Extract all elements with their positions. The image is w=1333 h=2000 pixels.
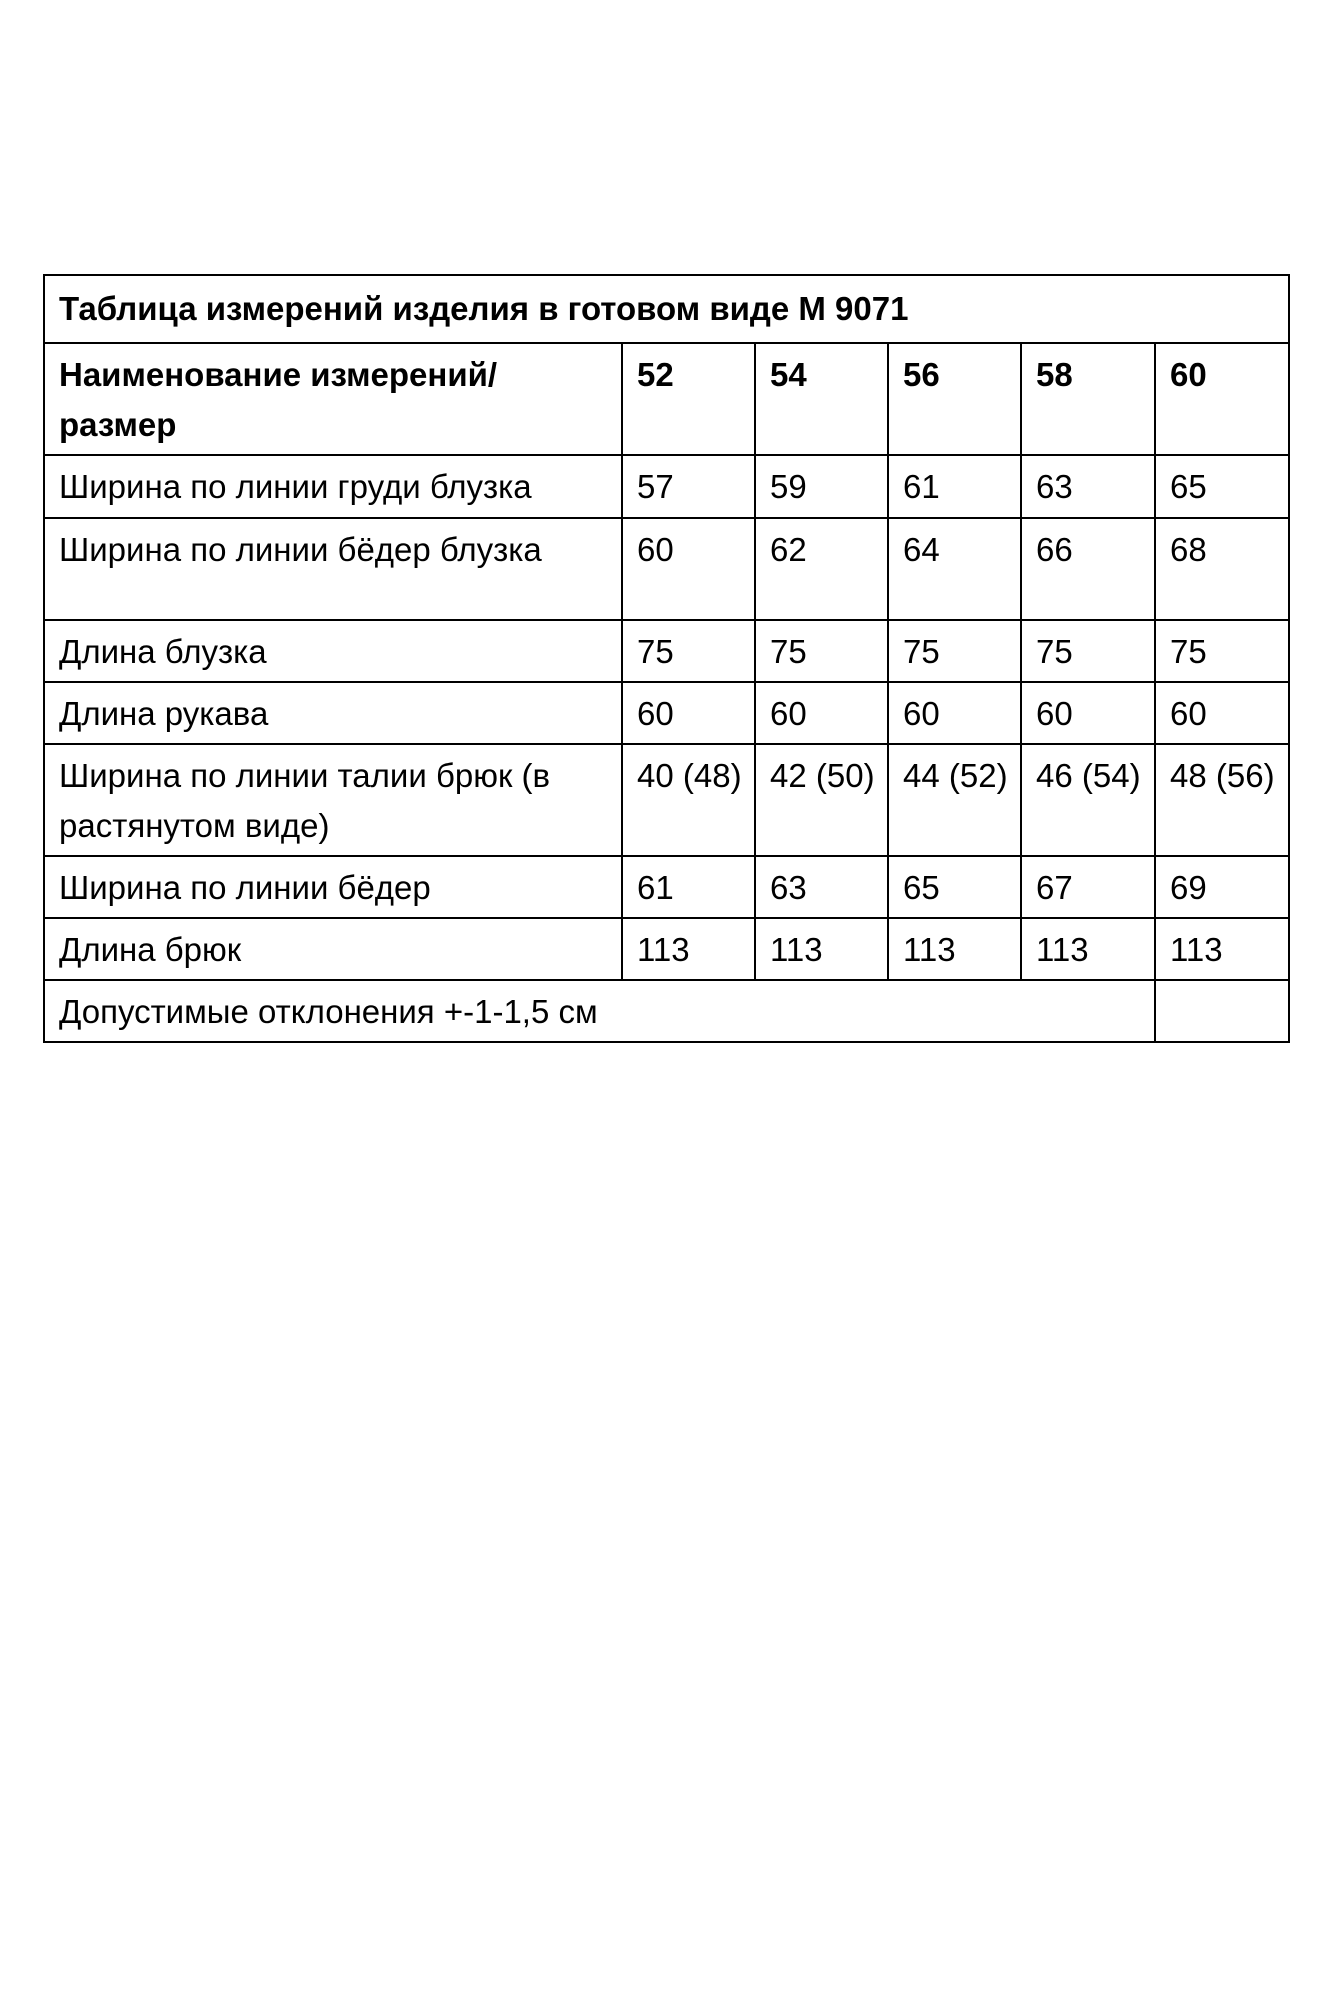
row-value: 60 [755,682,888,744]
tolerance-note: Допустимые отклонения +-1-1,5 см [44,980,1155,1042]
table-row [44,518,1289,620]
row-value: 65 [888,856,1021,918]
row-label: Ширина по линии талии брюк (в растянутом виде) [44,744,622,856]
row-value: 113 [888,918,1021,980]
row-value: 75 [755,620,888,682]
row-value: 44 (52) [888,744,1021,856]
table-row [44,856,1289,918]
row-value: 60 [622,682,755,744]
row-value: 75 [1155,620,1289,682]
header-size: 56 [888,343,1021,455]
header-size: 60 [1155,343,1289,455]
row-label: Ширина по линии груди блузка [44,455,622,518]
row-value: 60 [888,682,1021,744]
empty-cell [1155,980,1289,1042]
row-value: 60 [622,518,755,620]
table-row [44,744,1289,856]
row-value: 61 [888,455,1021,518]
row-value: 60 [1021,682,1155,744]
row-value: 62 [755,518,888,620]
row-value: 42 (50) [755,744,888,856]
row-value: 75 [1021,620,1155,682]
header-size: 54 [755,343,888,455]
row-value: 59 [755,455,888,518]
row-value: 68 [1155,518,1289,620]
header-size: 52 [622,343,755,455]
table-row [44,918,1289,980]
size-measurement-table [43,274,1290,1043]
table-title: Таблица измерений изделия в готовом виде М 9071 [44,275,1289,343]
row-value: 60 [1155,682,1289,744]
row-value: 63 [755,856,888,918]
row-value: 75 [622,620,755,682]
row-value: 40 (48) [622,744,755,856]
row-value: 113 [622,918,755,980]
header-size: 58 [1021,343,1155,455]
table-title-row [44,275,1289,343]
table-header-row [44,343,1289,455]
header-label: Наименование измерений/размер [44,343,622,455]
row-value: 113 [1021,918,1155,980]
table-row [44,682,1289,744]
row-value: 48 (56) [1155,744,1289,856]
table-row [44,455,1289,518]
row-value: 113 [755,918,888,980]
row-value: 61 [622,856,755,918]
row-value: 57 [622,455,755,518]
table-row [44,620,1289,682]
row-value: 63 [1021,455,1155,518]
row-value: 66 [1021,518,1155,620]
row-value: 65 [1155,455,1289,518]
row-label: Длина рукава [44,682,622,744]
row-value: 67 [1021,856,1155,918]
row-label: Ширина по линии бёдер [44,856,622,918]
row-value: 69 [1155,856,1289,918]
row-value: 46 (54) [1021,744,1155,856]
table-note-row [44,980,1289,1042]
row-label: Ширина по линии бёдер блузка [44,518,622,620]
row-label: Длина блузка [44,620,622,682]
row-value: 113 [1155,918,1289,980]
row-value: 75 [888,620,1021,682]
row-value: 64 [888,518,1021,620]
row-label: Длина брюк [44,918,622,980]
